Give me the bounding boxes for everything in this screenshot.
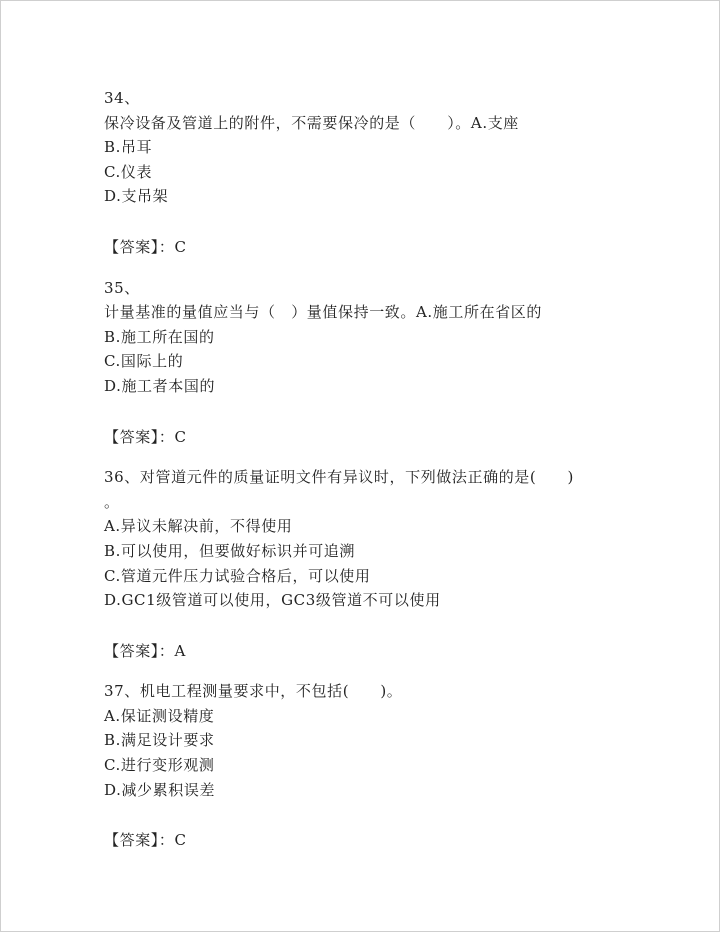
- option: C.仪表: [104, 162, 153, 181]
- option: D.支吊架: [104, 187, 169, 206]
- option: D.施工者本国的: [104, 376, 216, 395]
- question-number: 34、: [104, 89, 140, 107]
- question-number: 37、: [104, 682, 140, 701]
- question-stem: 机电工程测量要求中，不包括( )。: [139, 682, 403, 701]
- option: B.可以使用，但要做好标识并可追溯: [104, 541, 355, 560]
- answer: 【答案】：C: [104, 831, 187, 850]
- question-stem: 计量基准的量值应当与（ ）量值保持一致。A.施工所在省区的: [104, 303, 543, 322]
- question-35: [104, 276, 624, 399]
- question-stem-line: [104, 679, 624, 704]
- question-stem: 保冷设备及管道上的附件，不需要保冷的是（ ）。A.支座: [104, 113, 519, 132]
- option: B.吊耳: [104, 138, 153, 157]
- answer: 【答案】：C: [104, 237, 187, 256]
- option: B.满足设计要求: [104, 731, 215, 750]
- answer: 【答案】：A: [104, 641, 186, 660]
- option: A.保证测设精度: [104, 706, 215, 725]
- question-stem-continuation: 。: [104, 492, 120, 511]
- option: C.进行变形观测: [104, 756, 215, 775]
- question-34: [104, 86, 624, 209]
- question-36: [104, 465, 624, 613]
- document-body: [104, 86, 624, 853]
- option: C.国际上的: [104, 352, 184, 371]
- question-37: [104, 679, 624, 802]
- option: A.异议未解决前，不得使用: [104, 517, 293, 536]
- option: C.管道元件压力试验合格后，可以使用: [104, 566, 371, 585]
- option: B.施工所在国的: [104, 327, 215, 346]
- question-number: 36、: [104, 468, 140, 487]
- option: D.GC1级管道可以使用，GC3级管道不可以使用: [104, 591, 441, 610]
- answer: 【答案】：C: [104, 427, 187, 446]
- question-stem-line: [104, 465, 624, 490]
- question-stem: 对管道元件的质量证明文件有异议时，下列做法正确的是( ): [139, 468, 574, 487]
- option: D.减少累积误差: [104, 780, 216, 799]
- question-number: 35、: [104, 278, 140, 297]
